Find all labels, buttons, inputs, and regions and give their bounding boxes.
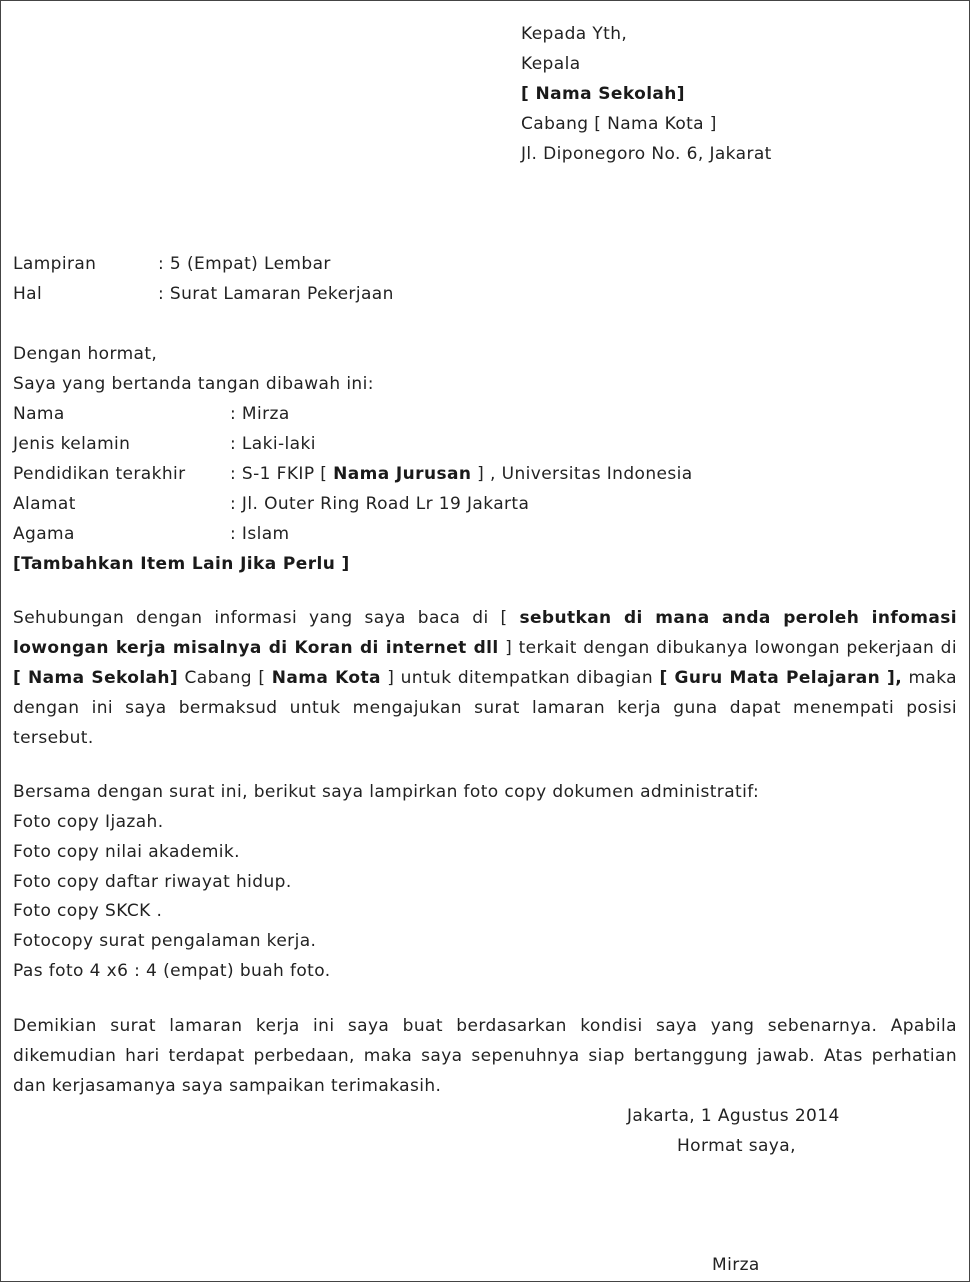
address-value: : Jl. Outer Ring Road Lr 19 Jakarta [230, 494, 530, 514]
body-city-placeholder: Nama Kota [271, 668, 381, 688]
education-label: Pendidikan terakhir [13, 464, 186, 484]
recipient-address: Jl. Diponegoro No. 6, Jakarat [521, 144, 772, 164]
attachment-item: Foto copy Ijazah. [13, 812, 164, 832]
greeting: Dengan hormat, [13, 344, 158, 364]
subject-value: : Surat Lamaran Pekerjaan [158, 284, 394, 304]
body-source-placeholder: sebutkan di mana anda peroleh infomasi lowongan kerja misalnya di Koran di internet dll [13, 608, 957, 658]
recipient-branch: Cabang [ Nama Kota ] [521, 114, 717, 134]
place-date: Jakarta, 1 Agustus 2014 [627, 1106, 840, 1126]
attachments-intro: Bersama dengan surat ini, berikut saya lampirkan foto copy dokumen administratif: [13, 782, 760, 802]
recipient-school: [ Nama Sekolah] [521, 84, 685, 104]
body-position-placeholder: [ Guru Mata Pelajaran ], [659, 668, 903, 688]
regards: Hormat saya, [677, 1136, 796, 1156]
attachment-label: Lampiran [13, 254, 97, 274]
education-prefix: : S-1 FKIP [ [230, 464, 328, 484]
applicant-religion-row [1, 519, 971, 549]
attachment-value: : 5 (Empat) Lembar [158, 254, 331, 274]
name-value: : Mirza [230, 404, 290, 424]
education-major: Nama Jurusan [333, 464, 472, 484]
closing-paragraph: Demikian surat lamaran kerja ini saya buat berdasarkan kondisi saya yang sebenarnya. Apabila dikemudian hari terdapat perbedaan, maka saya sepenuhnya siap bertanggung jawab. Atas perhatian dan kerjasamanya saya sampaikan terimakasih. [13, 1016, 957, 1096]
applicant-gender-row [1, 429, 971, 459]
body-text-2: ] terkait dengan dibukanya lowongan pekerjaan di [505, 638, 957, 658]
attachment-item: Pas foto 4 x6 : 4 (empat) buah foto. [13, 961, 331, 981]
attachment-row [1, 249, 971, 279]
body-text-5: maka dengan ini saya bermaksud untuk mengajukan surat lamaran kerja guna dapat menempati posisi tersebut. [13, 668, 957, 748]
subject-label: Hal [13, 284, 43, 304]
body-text-4: ] untuk ditempatkan dibagian [387, 668, 654, 688]
applicant-address-row [1, 489, 971, 519]
address-label: Alamat [13, 494, 76, 514]
applicant-education-row [1, 459, 971, 489]
name-label: Nama [13, 404, 65, 424]
recipient-title: Kepala [521, 54, 581, 74]
recipient-greeting: Kepada Yth, [521, 24, 628, 44]
gender-value: : Laki-laki [230, 434, 316, 454]
intro: Saya yang bertanda tangan dibawah ini: [13, 374, 374, 394]
education-suffix: ] , Universitas Indonesia [477, 464, 693, 484]
attachment-item: Foto copy daftar riwayat hidup. [13, 872, 292, 892]
attachment-item: Foto copy SKCK . [13, 901, 163, 921]
body-text-1: Sehubungan dengan informasi yang saya baca di [ [13, 608, 508, 628]
body-school-placeholder: [ Nama Sekolah] [13, 668, 179, 688]
extra-item-note: [Tambahkan Item Lain Jika Perlu ] [13, 554, 350, 574]
signer-name: Mirza [712, 1255, 760, 1275]
religion-value: : Islam [230, 524, 290, 544]
subject-row [1, 279, 971, 309]
attachment-item: Fotocopy surat pengalaman kerja. [13, 931, 317, 951]
gender-label: Jenis kelamin [13, 434, 131, 454]
body-paragraph [13, 603, 957, 753]
body-text-3: Cabang [ [184, 668, 266, 688]
religion-label: Agama [13, 524, 75, 544]
attachment-item: Foto copy nilai akademik. [13, 842, 240, 862]
education-value [230, 459, 693, 489]
applicant-name-row [1, 399, 971, 429]
